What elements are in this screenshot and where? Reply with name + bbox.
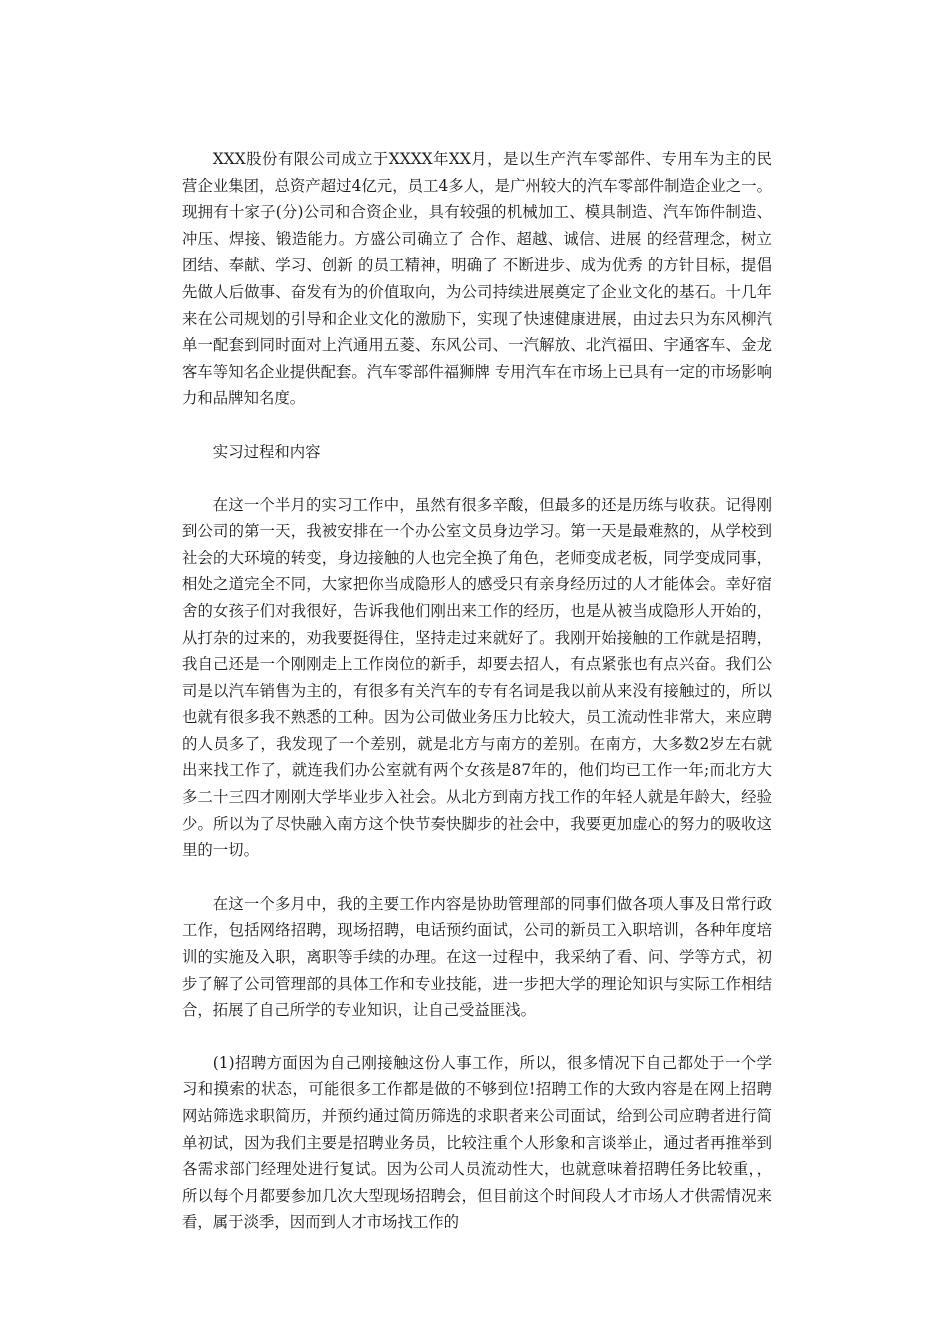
section-heading: 实习过程和内容 <box>212 442 321 461</box>
internship-experience-paragraph: 在这一个半月的实习工作中，虽然有很多辛酸，但最多的还是历练与收获。记得刚到公司的第一天，我被安排在一个办公室文员身边学习。第一天是最难熬的，从学校到社会的大环境的转变，身边接触的人也完全换了角色，老师变成老板，同学变成同事，相处之道完全不同，大家把你当成隐形人的感受只有亲身经历过的人才能体会。幸好宿舍的女孩子们对我很好，告诉我他们刚出来工作的经历，也是从被当成隐形人开始的，从打杂的过来的，劝我要挺得住，坚持走过来就好了。我刚开始接触的工作就是招聘，我自己还是一个刚刚走上工作岗位的新手，却要去招人，有点紧张也有点兴奋。我们公司是以汽车销售为主的，有很多有关汽车的专有名词是我以前从来没有接触过的，所以也就有很多我不熟悉的工种。因为公司做业务压力比较大，员工流动性非常大，来应聘的人员多了，我发现了一个差别，就是北方与南方的差别。在南方，大多数2岁左右就出来找工作了，就连我们办公室就有两个女孩是87年的，他们均已工作一年;而北方大多二十三四才刚刚大学毕业步入社会。从北方到南方找工作的年轻人就是年龄大，经验少。所以为了尽快融入南方这个快节奏快脚步的社会中，我要更加虚心的努力的吸收这里的一切。 <box>182 495 772 860</box>
document-page <box>182 146 772 1236</box>
company-intro-paragraph: XXX股份有限公司成立于XXXX年XX月，是以生产汽车零部件、专用车为主的民营企业集团，总资产超过4亿元，员工4多人，是广州较大的汽车零部件制造企业之一。现拥有十家子(分)公司和合资企业，具有较强的机械加工、模具制造、汽车饰件制造、冲压、焊接、锻造能力。方盛公司确立了 合作、超越、诚信、进展 的经营理念，树立 团结、奉献、学习、创新 的员工精神，明确了 不断进步、成为优秀 的方针目标，提倡先做人后做事、奋发有为的价值取向，为公司持续进展奠定了企业文化的基石。十几年来在公司规划的引导和企业文化的激励下，实现了快速健康进展，由过去只为东风柳汽单一配套到同时面对上汽通用五菱、东风公司、一汽解放、北汽福田、宇通客车、金龙客车等知名企业提供配套。汽车零部件福狮牌 专用汽车在市场上已具有一定的市场影响力和品牌知名度。 <box>182 150 772 408</box>
work-content-paragraph: 在这一个多月中，我的主要工作内容是协助管理部的同事们做各项人事及日常行政工作，包括网络招聘，现场招聘，电话预约面试，公司的新员工入职培训，各种年度培训的实施及入职，离职等手续的办理。在这一过程中，我采纳了看、问、学等方式，初步了解了公司管理部的具体工作和专业技能，进一步把大学的理论知识与实际工作相结合，拓展了自己所学的专业知识，让自己受益匪浅。 <box>182 894 772 1020</box>
recruitment-paragraph: (1)招聘方面因为自己刚接触这份人事工作，所以，很多情况下自己都处于一个学习和摸索的状态，可能很多工作都是做的不够到位!招聘工作的大致内容是在网上招聘网站筛选求职简历，并预约通过简历筛选的求职者来公司面试，给到公司应聘者进行简单初试，因为我们主要是招聘业务员，比较注重个人形象和言谈举止，通过者再推举到各需求部门经理处进行复试。因为公司人员流动性大，也就意味着招聘任务比较重，，所以每个月都要参加几次大型现场招聘会，但目前这个时间段人才市场人才供需情况来看，属于淡季，因而到人才市场找工作的 <box>182 1053 772 1232</box>
